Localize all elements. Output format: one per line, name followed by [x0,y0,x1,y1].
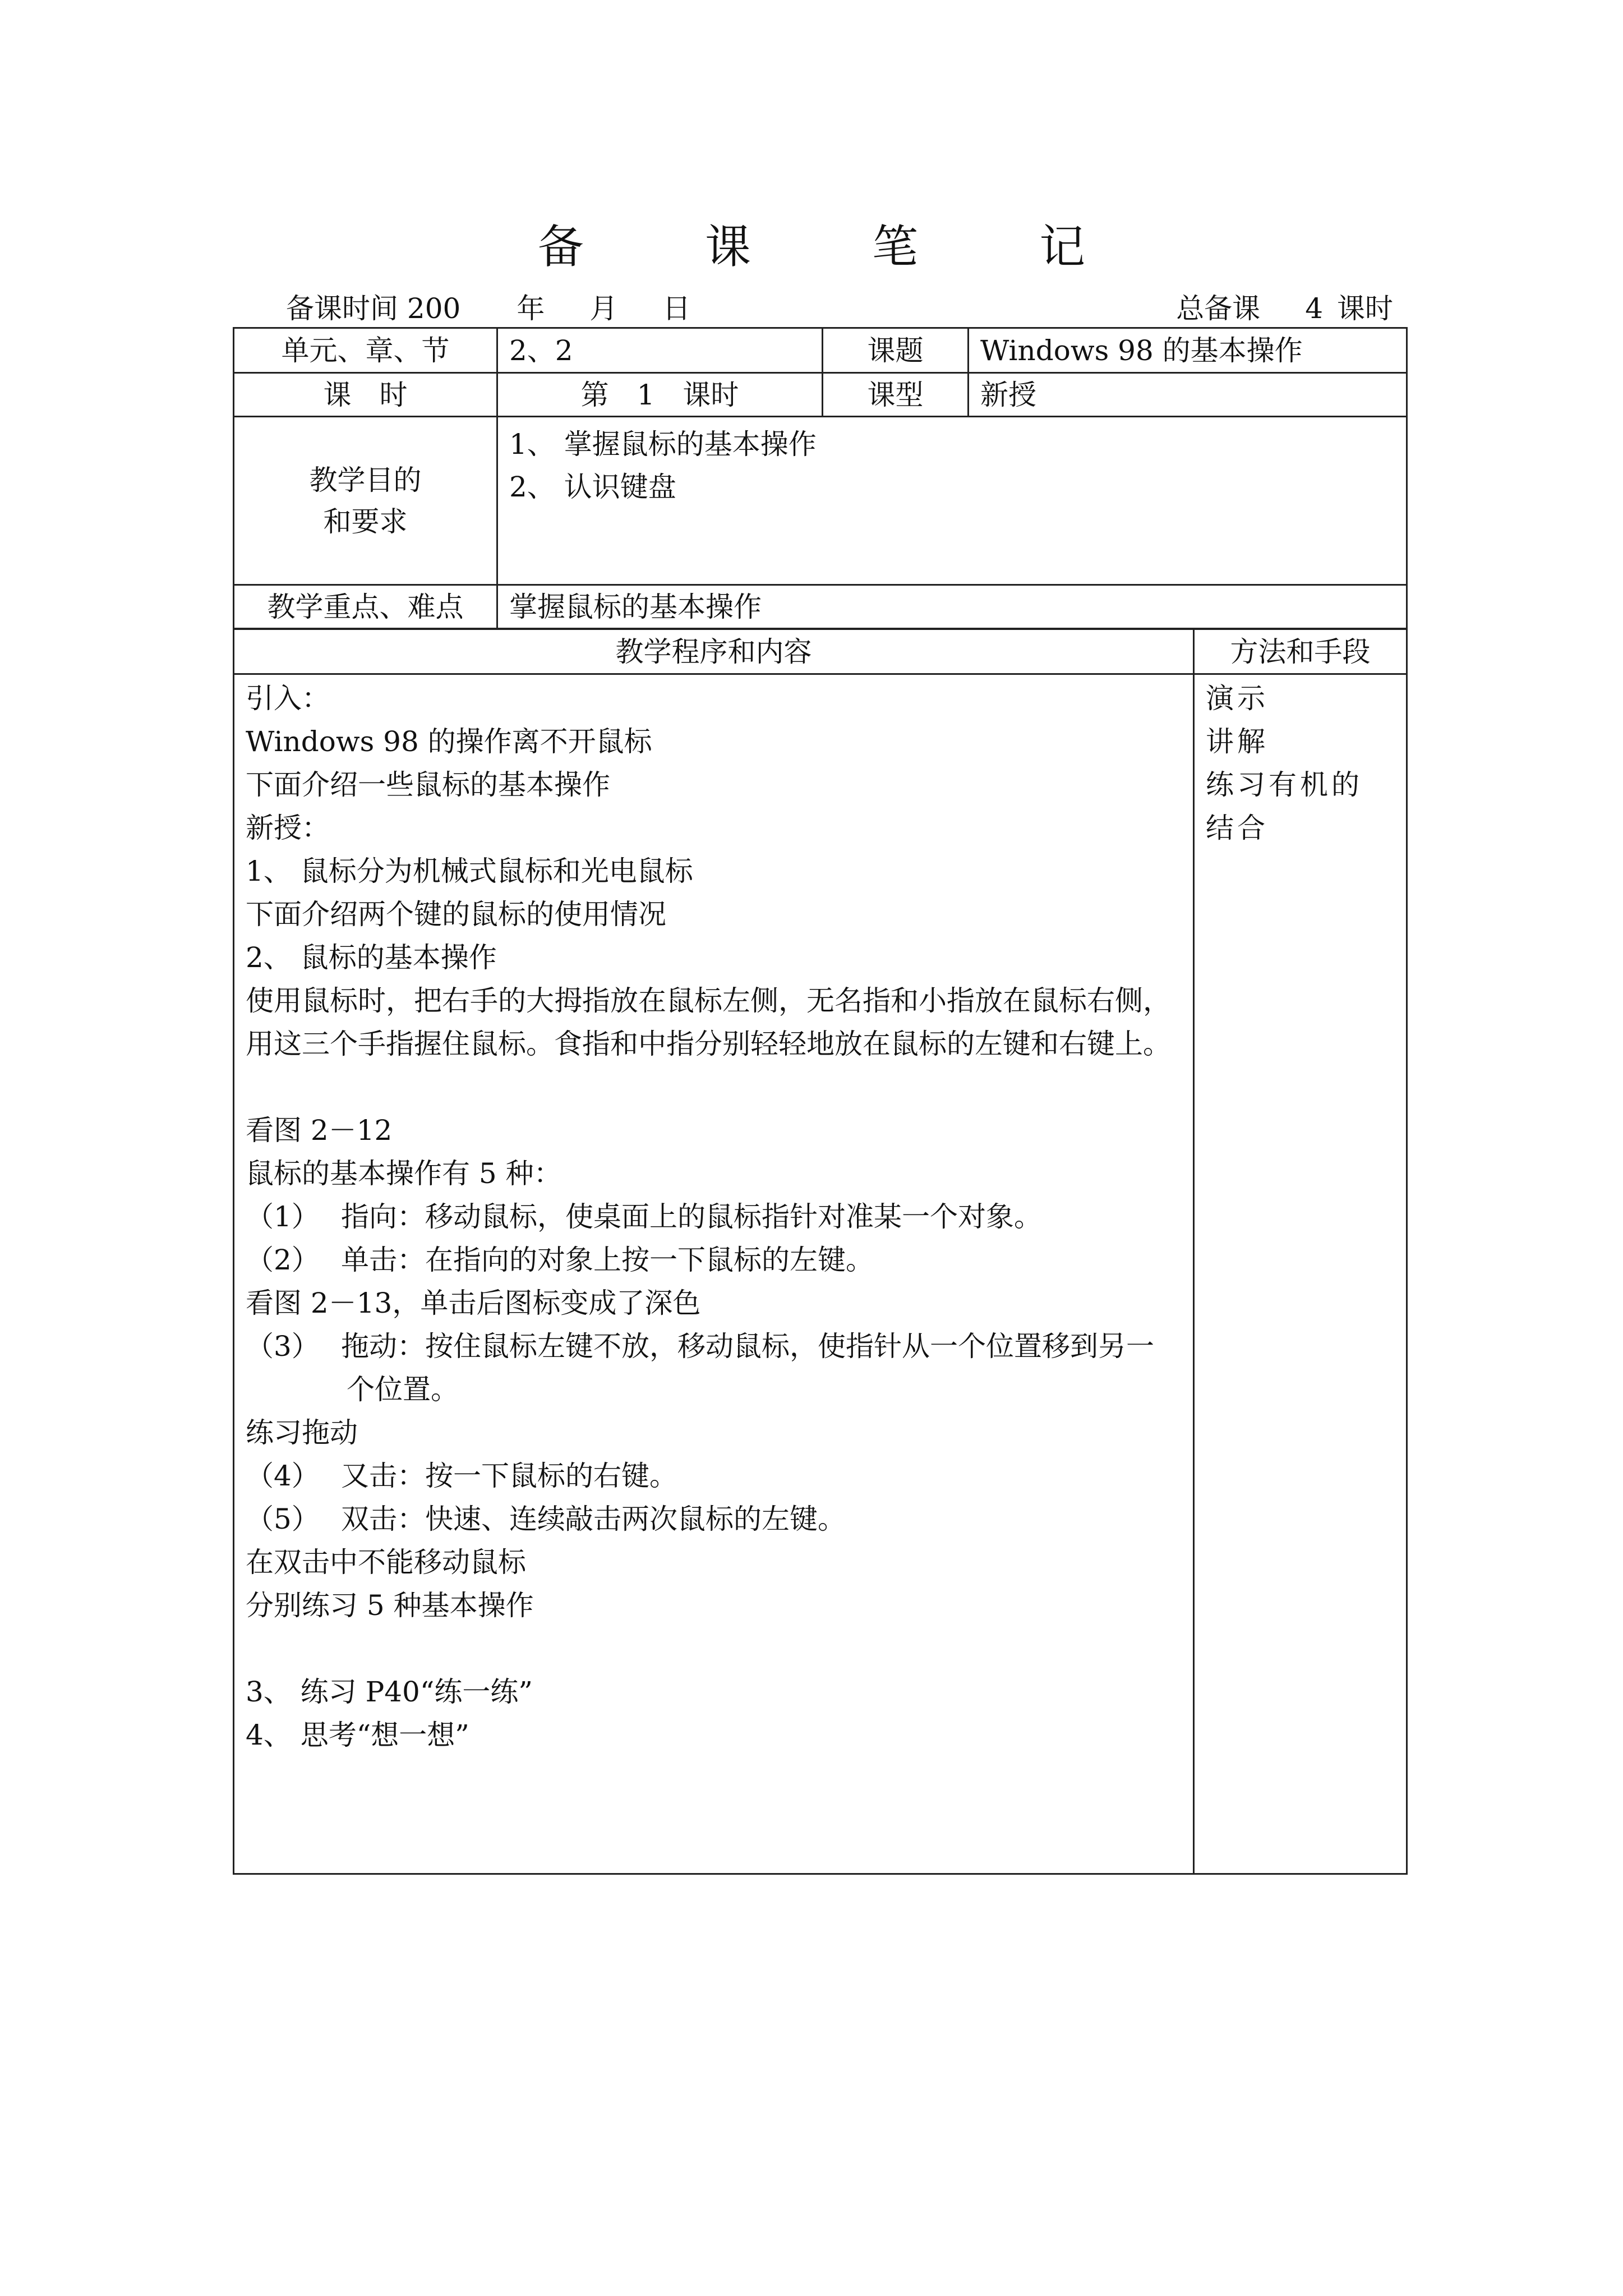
total-unit: 课时 [1337,292,1393,325]
type-label: 课型 [823,373,969,417]
lesson-program-table [233,628,1408,1875]
type-value: 新授 [969,373,1407,417]
total-periods [1176,286,1393,326]
page-title: 备 课 笔 记 [537,220,1139,274]
month-label: 月 [589,292,618,325]
topic-value: Windows 98 的基本操作 [969,328,1407,373]
key-points-label: 教学重点、难点 [234,585,497,629]
goal-item: 2、 认识键盘 [509,471,676,503]
table-row [234,328,1407,373]
content-line: 使用鼠标时，把右手的大拇指放在鼠标左侧，无名指和小指放在鼠标右侧， [246,984,1171,1017]
content-line: 2、 鼠标的基本操作 [246,941,497,974]
method-line: 演示 [1206,682,1269,715]
method-line: 结合 [1206,812,1269,844]
content-line: 个位置。 [347,1373,459,1406]
item-number: （3） [246,1330,320,1363]
period-label: 课 时 [234,373,497,417]
unit-label: 单元、章、节 [234,328,497,373]
item-text: 又击：按一下鼠标的右键。 [341,1460,677,1492]
program-content [234,674,1194,1874]
content-line: 1、 鼠标分为机械式鼠标和光电鼠标 [246,855,693,887]
prep-time-label: 备课时间 200 [286,292,461,325]
content-line: 看图 2－12 [246,1114,393,1147]
content-line: 练习拖动 [246,1416,358,1449]
goals-list [497,417,1407,585]
content-line: 3、 练习 P40“练一练” [246,1676,533,1708]
table-row [234,373,1407,417]
content-line: 在双击中不能移动鼠标 [246,1546,526,1579]
item-text: 双击：快速、连续敲击两次鼠标的左键。 [341,1503,846,1535]
table-row [234,417,1407,585]
content-line [246,1498,1182,1541]
period-value: 第 1 课时 [497,373,823,417]
item-number: （1） [246,1200,320,1233]
goals-label-line: 教学目的 [309,463,422,496]
item-text: 拖动：按住鼠标左键不放，移动鼠标，使指针从一个位置移到另一 [341,1330,1154,1363]
content-line: Windows 98 的操作离不开鼠标 [246,725,652,758]
method-content [1194,674,1407,1874]
method-line: 讲解 [1206,725,1269,758]
table-row [234,674,1407,1874]
content-line: 用这三个手指握住鼠标。食指和中指分别轻轻地放在鼠标的左键和右键上。 [246,1028,1171,1060]
blank-line [246,1066,1182,1109]
key-points-value: 掌握鼠标的基本操作 [497,585,1407,629]
content-line [246,1455,1182,1498]
content-line: 下面介绍一些鼠标的基本操作 [246,769,610,801]
item-text: 指向：移动鼠标，使桌面上的鼠标指针对准某一个对象。 [341,1200,1042,1233]
unit-value: 2、2 [497,328,823,373]
lesson-info-table [233,327,1408,629]
table-row [234,585,1407,629]
table-row [234,629,1407,674]
blank-line [246,1627,1182,1671]
content-line [246,1195,1182,1239]
content-line: 引入： [246,682,330,715]
content-line: 看图 2－13，单击后图标变成了深色 [246,1287,701,1319]
content-line: 分别练习 5 种基本操作 [246,1589,534,1622]
content-line: 新授： [246,812,330,844]
item-number: （4） [246,1460,320,1492]
item-number: （5） [246,1503,320,1535]
total-value: 4 [1305,292,1323,325]
item-text: 单击：在指向的对象上按一下鼠标的左键。 [341,1244,874,1276]
program-header: 教学程序和内容 [234,629,1194,674]
content-line [246,1325,1182,1368]
total-label: 总备课 [1176,292,1261,325]
topic-label: 课题 [823,328,969,373]
content-line: 鼠标的基本操作有 5 种： [246,1157,562,1190]
year-label: 年 [517,292,545,325]
content-line [246,1239,1182,1282]
day-label: 日 [662,292,691,325]
method-line: 练习有机的 [1206,769,1363,801]
method-header: 方法和手段 [1194,629,1407,674]
prep-time [286,286,690,326]
content-line: 下面介绍两个键的鼠标的使用情况 [246,898,666,931]
content-line: 4、 思考“想一想” [246,1719,469,1751]
goal-item: 1、 掌握鼠标的基本操作 [509,428,817,461]
item-number: （2） [246,1244,320,1276]
goals-label [234,417,497,585]
goals-label-line: 和要求 [323,505,408,538]
